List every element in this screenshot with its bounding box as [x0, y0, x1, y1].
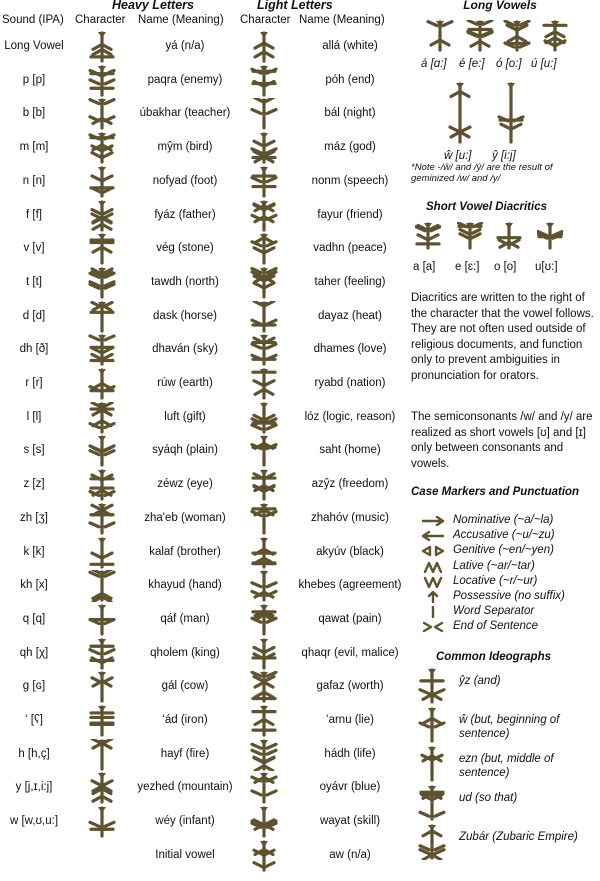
common-ideographs-title: Common Ideographs — [436, 651, 552, 663]
long-vowel-label: ú [u:] — [531, 58, 557, 70]
light-name-cell: lóz (logic, reason) — [304, 410, 396, 423]
light-name-cell: póh (end) — [325, 73, 375, 86]
light-name-cell: vadhn (peace) — [313, 242, 387, 255]
short-vowel-glyph — [457, 222, 483, 250]
long-vowel-glyph — [497, 82, 525, 144]
diacritics-paragraph: Diacritics are written to the right of the character that the vowel follows. They are not often used outside of religious documents, and function only to prevent ambiguities in pronunciation for orators. — [411, 292, 594, 382]
case-marker-icon — [420, 576, 446, 588]
heavy-name-cell: zéwz (eye) — [157, 478, 213, 491]
heavy-letter-glyph — [88, 368, 116, 400]
light-letter-glyph — [250, 469, 278, 501]
col-sound-header: Sound (IPA) — [2, 14, 64, 26]
short-vowel-glyph — [496, 222, 522, 250]
light-letter-glyph — [250, 705, 278, 737]
light-letters-header: Light Letters — [257, 0, 333, 12]
light-name-cell: fayur (friend) — [317, 208, 383, 221]
heavy-name-cell: paqra (enemy) — [147, 73, 223, 86]
light-letter-glyph — [250, 402, 278, 434]
sound-cell: m [m] — [19, 141, 49, 154]
col-heavy-name-header: Name (Meaning) — [138, 14, 224, 26]
light-name-cell: dayaz (heat) — [318, 309, 382, 322]
long-vowels-note: *Note -/ŵ/ and /ŷ/ are the result of geminized /w/ and /y/ — [411, 162, 553, 184]
heavy-letter-glyph — [88, 604, 116, 636]
heavy-letter-glyph — [88, 98, 116, 130]
ideograph-glyph — [416, 785, 448, 821]
ideograph-label: ud (so that) — [459, 792, 518, 804]
heavy-letter-glyph — [88, 233, 116, 265]
sound-cell: f [f] — [26, 208, 42, 221]
light-letter-glyph — [250, 98, 278, 130]
heavy-letter-glyph — [88, 739, 116, 771]
light-letter-glyph — [250, 166, 278, 198]
col-heavy-character-header: Character — [75, 14, 126, 26]
light-letter-glyph — [250, 840, 278, 872]
case-marker-icon — [420, 621, 446, 633]
heavy-name-cell: nofyad (foot) — [152, 174, 218, 187]
light-letter-glyph — [250, 806, 278, 838]
sound-cell: l [l] — [26, 410, 42, 423]
ideograph-glyph — [416, 707, 448, 743]
sound-cell: r [r] — [25, 377, 43, 389]
heavy-letter-glyph — [88, 537, 116, 569]
light-letter-glyph — [250, 334, 278, 366]
heavy-name-cell: tawdh (north) — [151, 275, 219, 288]
heavy-name-cell: mŷm (bird) — [157, 141, 213, 154]
light-letter-glyph — [250, 671, 278, 703]
heavy-name-cell: vég (stone) — [156, 242, 214, 255]
long-vowel-glyph — [541, 20, 569, 52]
case-marker-icon — [420, 606, 446, 618]
heavy-letter-glyph — [88, 267, 116, 299]
light-name-cell: bál (night) — [324, 107, 376, 120]
short-vowel-label: e [ɛ:] — [455, 261, 480, 273]
sound-cell: zh [ʒ] — [20, 511, 48, 524]
heavy-name-cell: syáqh (plain) — [152, 444, 218, 457]
sound-cell: p [p] — [22, 73, 46, 86]
case-marker-label: Lative (~ar/~tar) — [453, 559, 535, 572]
heavy-name-cell: úbakhar (teacher) — [139, 107, 231, 120]
sound-cell: q [q] — [22, 612, 46, 625]
case-markers-title: Case Markers and Punctuation — [411, 486, 580, 498]
heavy-letter-glyph — [88, 301, 116, 333]
case-marker-icon — [420, 591, 446, 603]
case-marker-label: Accusative (~u/~zu) — [453, 529, 555, 542]
light-name-cell: wayat (skill) — [319, 815, 381, 828]
sound-cell: y [j,ɪ,i:j] — [15, 781, 53, 794]
case-marker-icon — [420, 561, 446, 573]
case-marker-label: Possessive (no suffix) — [453, 590, 565, 602]
heavy-name-cell: ʻád (iron) — [162, 714, 208, 726]
sound-cell: g [ɢ] — [22, 680, 46, 693]
heavy-name-cell: kalaf (brother) — [149, 545, 221, 558]
short-vowel-glyph — [415, 222, 441, 250]
sound-cell: b [b] — [22, 107, 46, 120]
heavy-name-cell: dhaván (sky) — [152, 343, 218, 356]
heavy-name-cell: khayud (hand) — [148, 579, 222, 592]
light-letter-glyph — [250, 301, 278, 333]
heavy-name-cell: fyáz (father) — [154, 208, 216, 221]
ideograph-glyph — [416, 824, 448, 860]
long-vowel-glyph — [446, 82, 474, 144]
long-vowel-label: ó [o:] — [496, 58, 522, 70]
heavy-letters-header: Heavy Letters — [112, 0, 194, 12]
light-name-cell: gafaz (worth) — [316, 680, 384, 693]
short-vowel-label: u[ʊ:] — [535, 261, 558, 273]
short-vowel-glyph — [537, 222, 563, 250]
light-name-cell: qhaqr (evil, malice) — [301, 646, 399, 659]
long-vowel-glyph — [503, 20, 531, 52]
short-vowel-diacritics-title: Short Vowel Diacritics — [426, 201, 547, 213]
heavy-letter-glyph — [88, 469, 116, 501]
light-name-cell: khebes (agreement) — [298, 579, 402, 592]
sound-cell: z [z] — [23, 478, 45, 491]
col-light-character-header: Character — [240, 14, 291, 26]
light-letter-glyph — [250, 739, 278, 771]
light-name-cell: nonm (speech) — [311, 174, 389, 187]
heavy-name-cell: dask (horse) — [153, 309, 217, 322]
sound-cell: d [d] — [22, 309, 46, 322]
light-letter-glyph — [250, 233, 278, 265]
long-vowel-label: á [ɑ:] — [421, 58, 447, 70]
long-vowel-glyph — [466, 20, 494, 52]
heavy-name-cell: qholem (king) — [150, 646, 220, 659]
light-name-cell: akyúv (black) — [316, 545, 384, 558]
light-name-cell: azŷz (freedom) — [311, 478, 389, 491]
case-marker-label: Locative (~r/~ur) — [453, 574, 538, 587]
light-letter-glyph — [250, 537, 278, 569]
sound-cell: dh [ð] — [19, 343, 49, 356]
heavy-letter-glyph — [88, 31, 116, 63]
light-letter-glyph — [250, 132, 278, 164]
light-letter-glyph — [250, 368, 278, 400]
light-name-cell: ʻarnu (lie) — [326, 714, 374, 726]
semiconsonants-paragraph: The semiconsonants /w/ and /y/ are realized as short vowels [ʊ] and [ɪ] only between consonants and vowels. — [411, 411, 593, 470]
case-marker-icon — [420, 515, 446, 527]
light-letter-glyph — [250, 604, 278, 636]
case-marker-label: Nominative (~a/~la) — [453, 514, 554, 526]
long-vowels-title: Long Vowels — [463, 0, 537, 12]
ideograph-glyph — [416, 668, 448, 704]
heavy-letter-glyph — [88, 132, 116, 164]
light-name-cell: zhahóv (music) — [311, 511, 389, 524]
sound-cell: k [k] — [23, 545, 45, 558]
heavy-letter-glyph — [88, 166, 116, 198]
long-vowel-glyph — [426, 20, 454, 52]
light-letter-glyph — [250, 31, 278, 63]
heavy-name-cell: Initial vowel — [155, 848, 215, 861]
col-light-name-header: Name (Meaning) — [299, 14, 385, 26]
case-marker-icon — [420, 530, 446, 542]
sound-cell: h [h,ç] — [18, 747, 50, 760]
heavy-letter-glyph — [88, 705, 116, 737]
heavy-letter-glyph — [88, 402, 116, 434]
sound-cell: Long Vowel — [4, 40, 64, 52]
heavy-letter-glyph — [88, 200, 116, 232]
case-marker-label: End of Sentence — [453, 620, 539, 633]
heavy-letter-glyph — [88, 772, 116, 804]
case-marker-icon — [420, 545, 446, 557]
sound-cell: s [s] — [23, 444, 45, 457]
light-name-cell: máz (god) — [324, 141, 376, 154]
long-vowel-label: ŷ [i:j] — [492, 150, 516, 162]
case-marker-label: Genitive (~en/~yen) — [453, 544, 555, 557]
heavy-name-cell: luft (gift) — [164, 410, 206, 423]
heavy-name-cell: qáf (man) — [160, 612, 210, 625]
light-letter-glyph — [250, 200, 278, 232]
sound-cell: qh [χ] — [19, 646, 49, 659]
short-vowel-label: o [o] — [494, 261, 517, 273]
light-letter-glyph — [250, 772, 278, 804]
ideograph-glyph — [416, 746, 448, 782]
heavy-name-cell: yá (n/a) — [165, 40, 205, 52]
short-vowel-label: a [a] — [413, 261, 436, 273]
light-name-cell: aw (n/a) — [329, 848, 371, 861]
light-name-cell: ryabd (nation) — [314, 377, 386, 389]
ideograph-label: ezn (but, middle of sentence) — [459, 753, 554, 779]
sound-cell: ʻ [ʕ] — [25, 714, 43, 726]
ideograph-label: Zubár (Zubaric Empire) — [459, 831, 578, 843]
light-letter-glyph — [250, 638, 278, 670]
heavy-letter-glyph — [88, 638, 116, 670]
heavy-name-cell: hayf (fire) — [160, 747, 210, 760]
light-letter-glyph — [250, 435, 278, 467]
long-vowel-label: é [e:] — [459, 58, 485, 70]
light-letter-glyph — [250, 267, 278, 299]
light-letter-glyph — [250, 503, 278, 535]
sound-cell: w [w,ʊ,u:] — [9, 815, 59, 828]
heavy-name-cell: wéy (infant) — [155, 815, 215, 828]
sound-cell: kh [x] — [20, 579, 48, 592]
heavy-letter-glyph — [88, 806, 116, 838]
heavy-name-cell: zha'eb (woman) — [144, 511, 226, 524]
light-name-cell: taher (feeling) — [314, 275, 386, 288]
heavy-name-cell: gál (cow) — [161, 680, 209, 693]
heavy-name-cell: yezhed (mountain) — [137, 781, 233, 794]
long-vowel-label: ŵ [u:] — [444, 150, 472, 162]
sound-cell: n [n] — [22, 174, 46, 187]
heavy-letter-glyph — [88, 570, 116, 602]
heavy-letter-glyph — [88, 334, 116, 366]
light-letter-glyph — [250, 570, 278, 602]
light-letter-glyph — [250, 65, 278, 97]
heavy-letter-glyph — [88, 435, 116, 467]
case-marker-label: Word Separator — [453, 605, 535, 618]
ideograph-label: ŷz (and) — [459, 675, 501, 687]
light-name-cell: saht (home) — [319, 444, 381, 457]
heavy-letter-glyph — [88, 671, 116, 703]
sound-cell: t [t] — [26, 275, 42, 288]
light-name-cell: allá (white) — [322, 40, 378, 52]
heavy-name-cell: rúw (earth) — [157, 377, 213, 389]
light-name-cell: hádh (life) — [324, 747, 376, 760]
heavy-letter-glyph — [88, 503, 116, 535]
light-name-cell: dhames (love) — [313, 343, 387, 356]
light-name-cell: qawat (pain) — [318, 612, 382, 625]
heavy-letter-glyph — [88, 65, 116, 97]
sound-cell: v [v] — [23, 242, 45, 255]
light-name-cell: oyávr (blue) — [319, 781, 381, 794]
ideograph-label: ŵ (but, beginning of sentence) — [459, 714, 560, 740]
